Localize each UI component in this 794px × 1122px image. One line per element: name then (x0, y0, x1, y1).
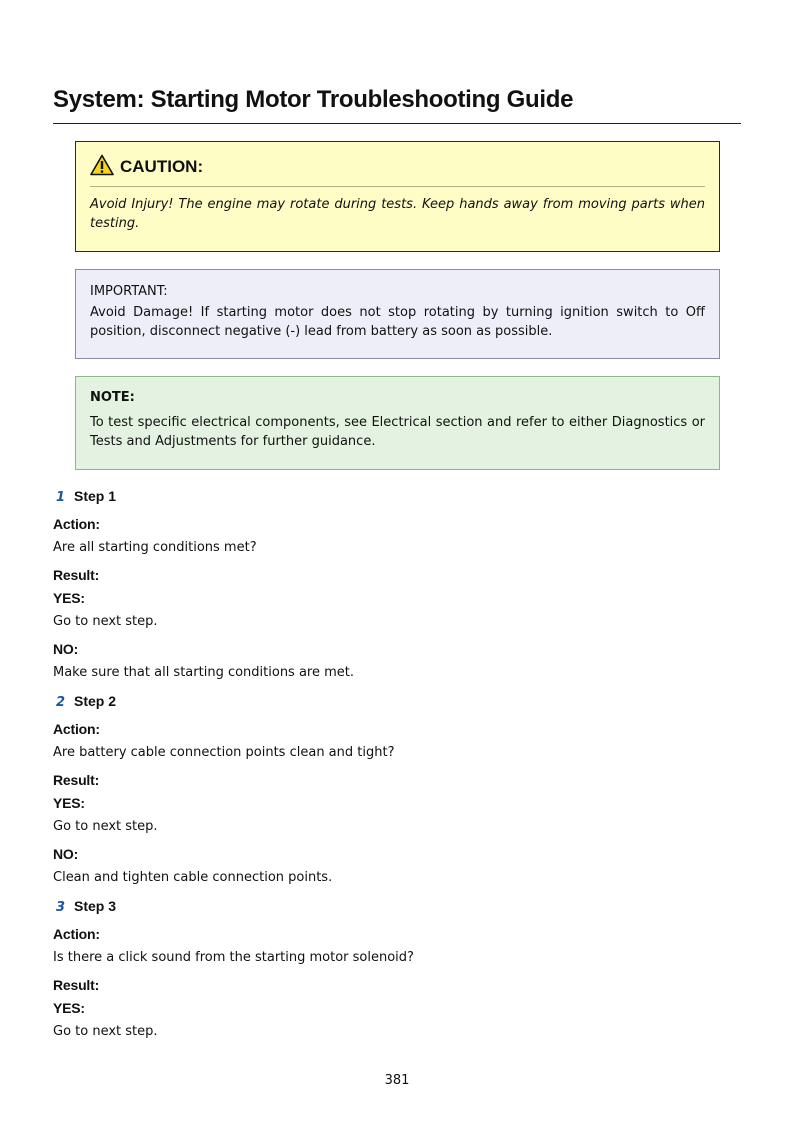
step-1-no: Make sure that all starting conditions are met. (53, 665, 355, 680)
step-2-yes: Go to next step. (53, 819, 158, 834)
warning-triangle-icon (90, 154, 114, 180)
step-number: 1 (56, 490, 66, 505)
yes-label: YES: (53, 1000, 85, 1016)
step-1-action: Are all starting conditions met? (53, 540, 257, 555)
important-label: IMPORTANT: (90, 284, 168, 299)
step-1-yes: Go to next step. (53, 614, 158, 629)
page-title: System: Starting Motor Troubleshooting Guide (53, 86, 574, 113)
no-label: NO: (53, 641, 79, 657)
step-title: Step 1 (74, 488, 117, 504)
step-2-heading (56, 693, 116, 710)
yes-label: YES: (53, 590, 85, 606)
caution-header (90, 154, 203, 180)
note-label: NOTE: (90, 390, 135, 405)
step-title: Step 2 (74, 693, 117, 709)
note-text: To test specific electrical components, see Electrical section and refer to either Diagnostics or Tests and Adjustments for further guidance. (90, 415, 705, 449)
step-number: 3 (56, 900, 66, 915)
caution-divider (90, 186, 705, 187)
result-label: Result: (53, 977, 100, 993)
page-number: 381 (384, 1073, 410, 1088)
caution-box (75, 141, 720, 252)
step-title: Step 3 (74, 898, 117, 914)
important-text: Avoid Damage! If starting motor does not stop rotating by turning ignition switch to Off position, disconnect negative (-) lead from battery as soon as possible. (90, 305, 705, 339)
result-label: Result: (53, 772, 100, 788)
step-3-action: Is there a click sound from the starting motor solenoid? (53, 950, 414, 965)
step-2-no: Clean and tighten cable connection points. (53, 870, 333, 885)
step-2-action: Are battery cable connection points clean and tight? (53, 745, 395, 760)
caution-text: Avoid Injury! The engine may rotate during tests. Keep hands away from moving parts when testing. (90, 197, 705, 231)
important-box (75, 269, 720, 359)
action-label: Action: (53, 926, 100, 942)
title-underline (53, 123, 741, 124)
note-box (75, 376, 720, 470)
action-label: Action: (53, 721, 100, 737)
result-label: Result: (53, 567, 100, 583)
step-1-heading (56, 488, 116, 505)
step-3-yes: Go to next step. (53, 1024, 158, 1039)
no-label: NO: (53, 846, 79, 862)
yes-label: YES: (53, 795, 85, 811)
step-3-heading (56, 898, 116, 915)
caution-heading: CAUTION: (120, 157, 204, 176)
action-label: Action: (53, 516, 100, 532)
step-number: 2 (56, 695, 66, 710)
